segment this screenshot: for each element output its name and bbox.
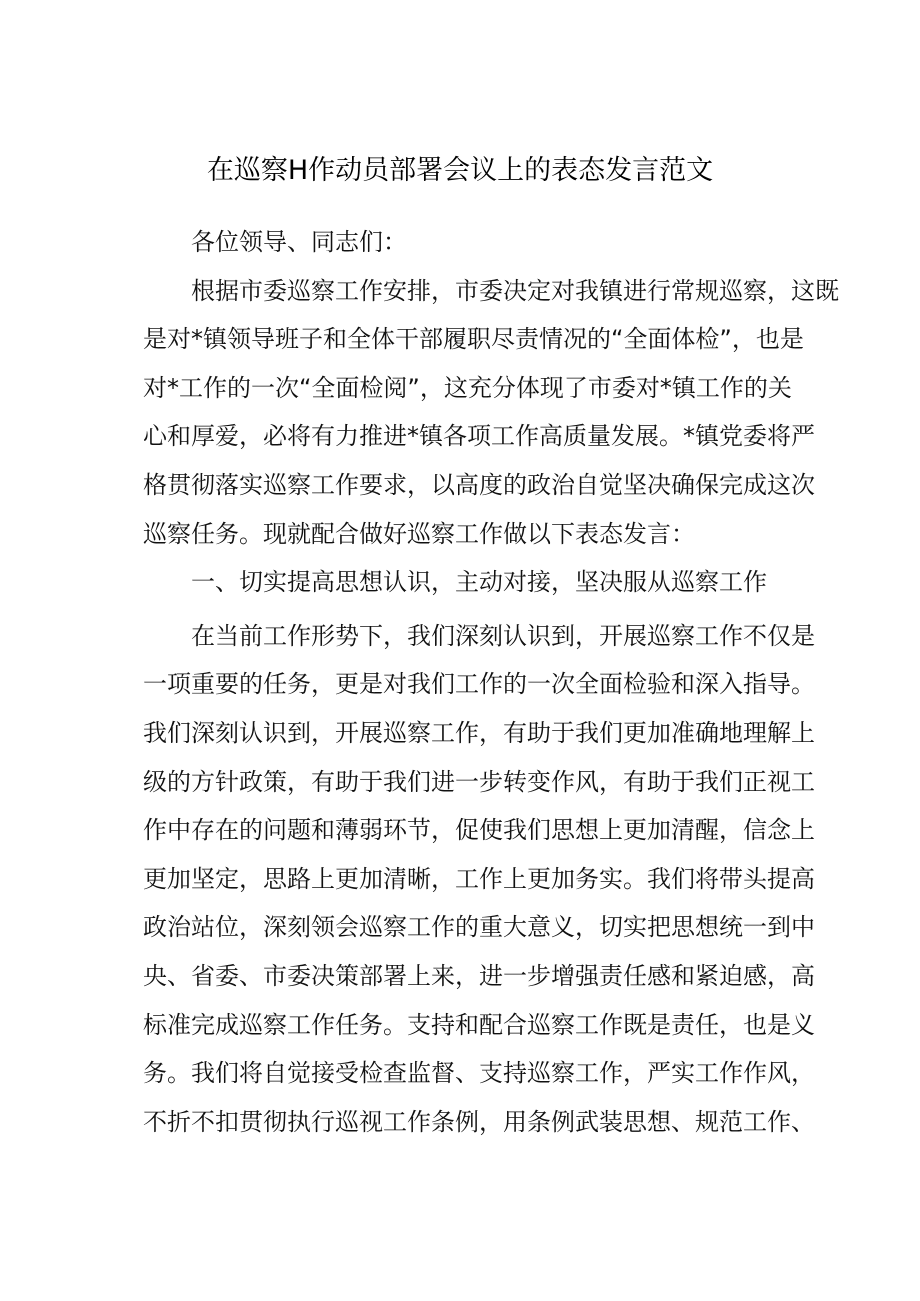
text-line: 务。我们将自觉接受检查监督、支持巡察工作，严实工作作风，: [143, 1059, 815, 1088]
document-title: 在巡察H作动员部署会议上的表态发言范文: [206, 155, 714, 186]
text-line: 更加坚定，思路上更加清晰，工作上更加务实。我们将带头提高: [143, 864, 815, 893]
paragraph: [143, 267, 839, 559]
text-line: 心和厚爱，必将有力推进*镇各项工作高质量发展。*镇党委将严: [143, 422, 815, 451]
text-line: 一、切实提高思想认识，主动对接，坚决服从巡察工作: [143, 568, 767, 597]
text-line: 是对*镇领导班子和全体干部履职尽责情况的“全面体检”，也是: [143, 325, 804, 354]
text-line: 标准完成巡察工作任务。支持和配合巡察工作既是责任，也是义: [143, 1010, 815, 1039]
paragraph: [143, 612, 815, 1147]
text-line: 级的方针政策，有助于我们进一步转变作风，有助于我们正视工: [143, 767, 815, 796]
text-line: 格贯彻落实巡察工作要求，以高度的政治自觉坚决确保完成这次: [143, 470, 815, 499]
text-line: 对*工作的一次“全面检阅”，这充分体现了市委对*镇工作的关: [143, 373, 792, 402]
document-body: [143, 218, 839, 1146]
paragraph: [143, 558, 791, 607]
text-line: 不折不扣贯彻执行巡视工作条例，用条例武装思想、规范工作、: [143, 1107, 815, 1136]
text-line: 巡察任务。现就配合做好巡察工作做以下表态发言：: [143, 519, 695, 548]
text-line: 根据市委巡察工作安排，市委决定对我镇进行常规巡察，这既: [143, 276, 839, 305]
text-line: 在当前工作形势下，我们深刻认识到，开展巡察工作不仅是: [143, 621, 815, 650]
paragraph: [143, 218, 791, 267]
text-line: 一项重要的任务，更是对我们工作的一次全面检验和深入指导。: [143, 670, 815, 699]
text-line: 作中存在的问题和薄弱环节，促使我们思想上更加清醒，信念上: [143, 816, 815, 845]
text-line: 央、省委、市委决策部署上来，进一步增强责任感和紧迫感，高: [143, 961, 815, 990]
text-line: 各位领导、同志们：: [143, 228, 407, 256]
text-line: 政治站位，深刻领会巡察工作的重大意义，切实把思想统一到中: [143, 913, 815, 942]
text-line: 我们深刻认识到，开展巡察工作，有助于我们更加准确地理解上: [143, 718, 815, 747]
